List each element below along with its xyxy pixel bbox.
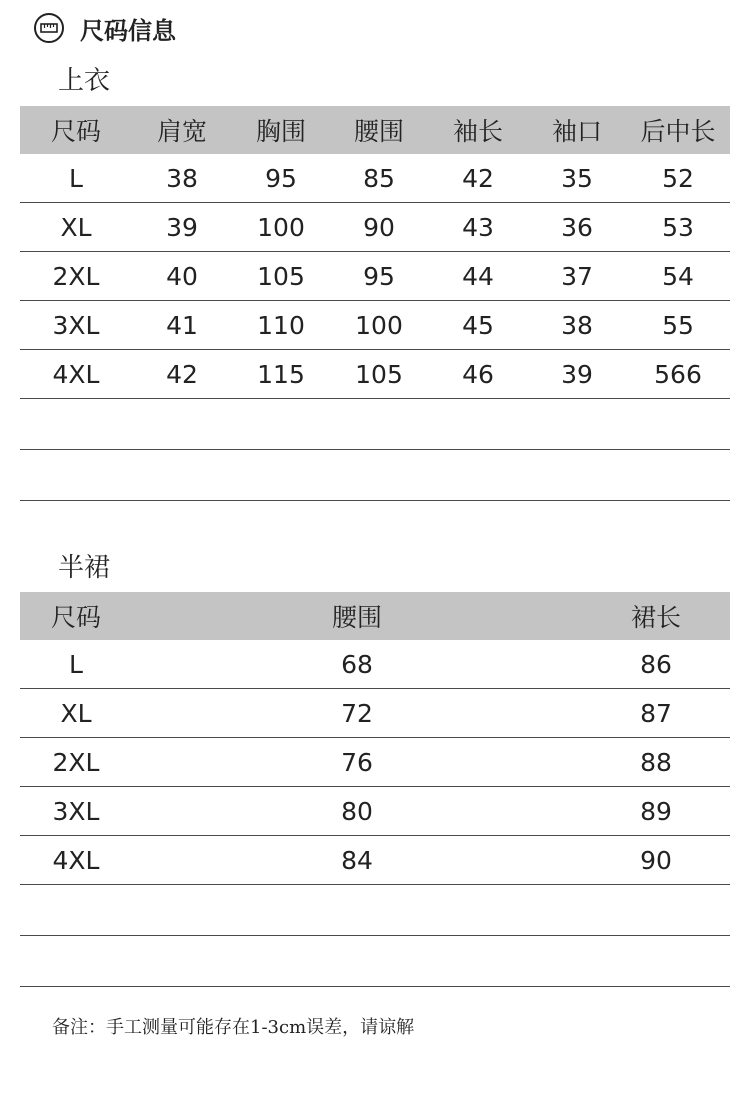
table-row (20, 350, 730, 399)
table-cell: 87 (582, 689, 730, 738)
table-cell: 55 (626, 301, 730, 350)
table-cell: 105 (232, 252, 330, 301)
table-cell: 105 (330, 350, 428, 399)
table-cell: 100 (330, 301, 428, 350)
table-cell: 84 (132, 836, 582, 885)
table-cell: 566 (626, 350, 730, 399)
column-header: 腰围 (132, 592, 582, 640)
table-cell: XL (20, 689, 132, 738)
table-cell: 42 (428, 154, 528, 203)
table-row (20, 787, 730, 836)
table-cell: 45 (428, 301, 528, 350)
table-cell: 86 (582, 640, 730, 689)
table-row (20, 154, 730, 203)
table-cell: 43 (428, 203, 528, 252)
measurement-note: 备注：手工测量可能存在1-3cm误差，请谅解 (52, 1017, 415, 1038)
table-cell: L (20, 154, 132, 203)
table-cell: 38 (132, 154, 232, 203)
page-title: 尺码信息 (80, 16, 176, 45)
table-row (20, 203, 730, 252)
table-cell: XL (20, 203, 132, 252)
table-cell: 88 (582, 738, 730, 787)
table-cell: 90 (330, 203, 428, 252)
empty-cell (20, 450, 730, 501)
ruler-icon (34, 13, 64, 43)
table-cell: 35 (528, 154, 626, 203)
section-header (34, 10, 176, 46)
column-header: 腰围 (330, 106, 428, 154)
table-row (20, 836, 730, 885)
table-row (20, 689, 730, 738)
empty-cell (20, 885, 730, 936)
table-cell: 90 (582, 836, 730, 885)
table-row (20, 640, 730, 689)
table-row-empty (20, 885, 730, 936)
table-cell: 115 (232, 350, 330, 399)
table-cell: 44 (428, 252, 528, 301)
column-header: 后中长 (626, 106, 730, 154)
table-cell: 39 (528, 350, 626, 399)
skirt-section-title: 半裙 (58, 553, 111, 583)
table-cell: 80 (132, 787, 582, 836)
column-header: 裙长 (582, 592, 730, 640)
column-header: 肩宽 (132, 106, 232, 154)
column-header: 袖长 (428, 106, 528, 154)
table-cell: 39 (132, 203, 232, 252)
table-cell: 38 (528, 301, 626, 350)
skirt-size-table (20, 592, 730, 987)
table-row (20, 252, 730, 301)
column-header: 袖口 (528, 106, 626, 154)
table-cell: 85 (330, 154, 428, 203)
column-header: 胸围 (232, 106, 330, 154)
table-row (20, 301, 730, 350)
table-cell: 68 (132, 640, 582, 689)
column-header: 尺码 (20, 592, 132, 640)
table-cell: 53 (626, 203, 730, 252)
table-cell: 54 (626, 252, 730, 301)
table-cell: 76 (132, 738, 582, 787)
table-cell: 36 (528, 203, 626, 252)
table-cell: 95 (232, 154, 330, 203)
table-row-empty (20, 936, 730, 987)
table-row-empty (20, 450, 730, 501)
table-cell: 100 (232, 203, 330, 252)
table-cell: 95 (330, 252, 428, 301)
empty-cell (20, 936, 730, 987)
table-cell: 2XL (20, 738, 132, 787)
top-size-table (20, 106, 730, 501)
column-header: 尺码 (20, 106, 132, 154)
table-cell: 41 (132, 301, 232, 350)
table-cell: 2XL (20, 252, 132, 301)
top-section-title: 上衣 (58, 66, 111, 96)
table-cell: 4XL (20, 350, 132, 399)
table-row (20, 738, 730, 787)
table-cell: 3XL (20, 787, 132, 836)
empty-cell (20, 399, 730, 450)
table-row-empty (20, 399, 730, 450)
table-cell: 52 (626, 154, 730, 203)
table-cell: L (20, 640, 132, 689)
table-header-row (20, 592, 730, 640)
table-cell: 4XL (20, 836, 132, 885)
table-cell: 40 (132, 252, 232, 301)
table-cell: 3XL (20, 301, 132, 350)
table-cell: 46 (428, 350, 528, 399)
table-cell: 72 (132, 689, 582, 738)
table-cell: 37 (528, 252, 626, 301)
table-header-row (20, 106, 730, 154)
table-cell: 110 (232, 301, 330, 350)
table-cell: 42 (132, 350, 232, 399)
table-cell: 89 (582, 787, 730, 836)
